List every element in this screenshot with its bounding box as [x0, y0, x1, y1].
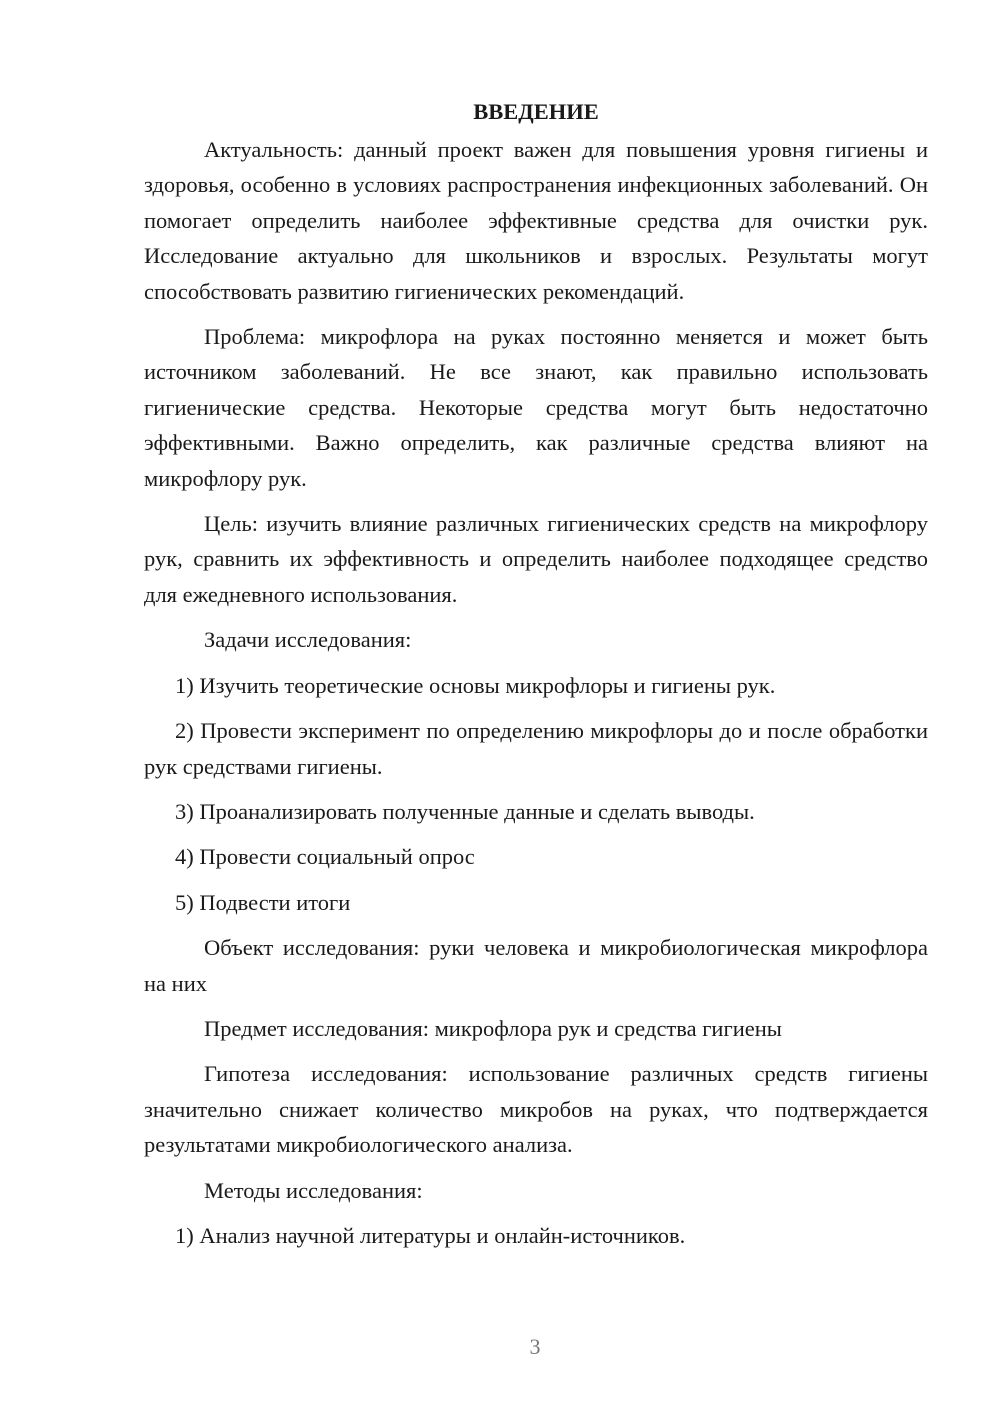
- goal-paragraph: Цель: изучить влияние различных гигиенических средств на микрофлору рук, сравнить их эффективность и определить наиболее подходящее средство для ежедневного использования.: [144, 511, 928, 607]
- task-item: 5) Подвести итоги: [175, 889, 351, 915]
- tasks-heading: Задачи исследования:: [204, 627, 412, 653]
- methods-heading: Методы исследования:: [204, 1177, 423, 1203]
- task-item: 1) Изучить теоретические основы микрофлоры и гигиены рук.: [175, 672, 776, 698]
- task-item: 4) Провести социальный опрос: [175, 844, 475, 870]
- relevance-paragraph: Актуальность: данный проект важен для повышения уровня гигиены и здоровья, особенно в условиях распространения инфекционных заболеваний. Он помогает определить наиболее эффективные средства для очистки рук. Исследование актуально для школьников и взрослых. Результаты могут способствовать развитию гигиенических рекомендаций.: [144, 137, 928, 304]
- section-title: ВВЕДЕНИЕ: [473, 99, 599, 124]
- page-content: [144, 92, 928, 1263]
- page-number: 3: [529, 1334, 541, 1359]
- task-item: 2) Провести эксперимент по определению микрофлоры до и после обработки рук средствами гигиены.: [144, 718, 928, 779]
- subject-paragraph: Предмет исследования: микрофлора рук и средства гигиены: [204, 1015, 782, 1041]
- method-item: 1) Анализ научной литературы и онлайн-источников.: [175, 1222, 686, 1248]
- task-item: 3) Проанализировать полученные данные и сделать выводы.: [175, 798, 755, 824]
- object-paragraph: Объект исследования: руки человека и микробиологическая микрофлора на них: [144, 935, 928, 996]
- hypothesis-paragraph: Гипотеза исследования: использование различных средств гигиены значительно снижает количество микробов на руках, что подтверждается результатами микробиологического анализа.: [144, 1061, 928, 1158]
- problem-paragraph: Проблема: микрофлора на руках постоянно меняется и может быть источником заболеваний. Не все знают, как правильно использовать гигиенические средства. Некоторые средства могут быть недостаточно эффективными. Важно определить, как различные средства влияют на микрофлору рук.: [144, 324, 928, 491]
